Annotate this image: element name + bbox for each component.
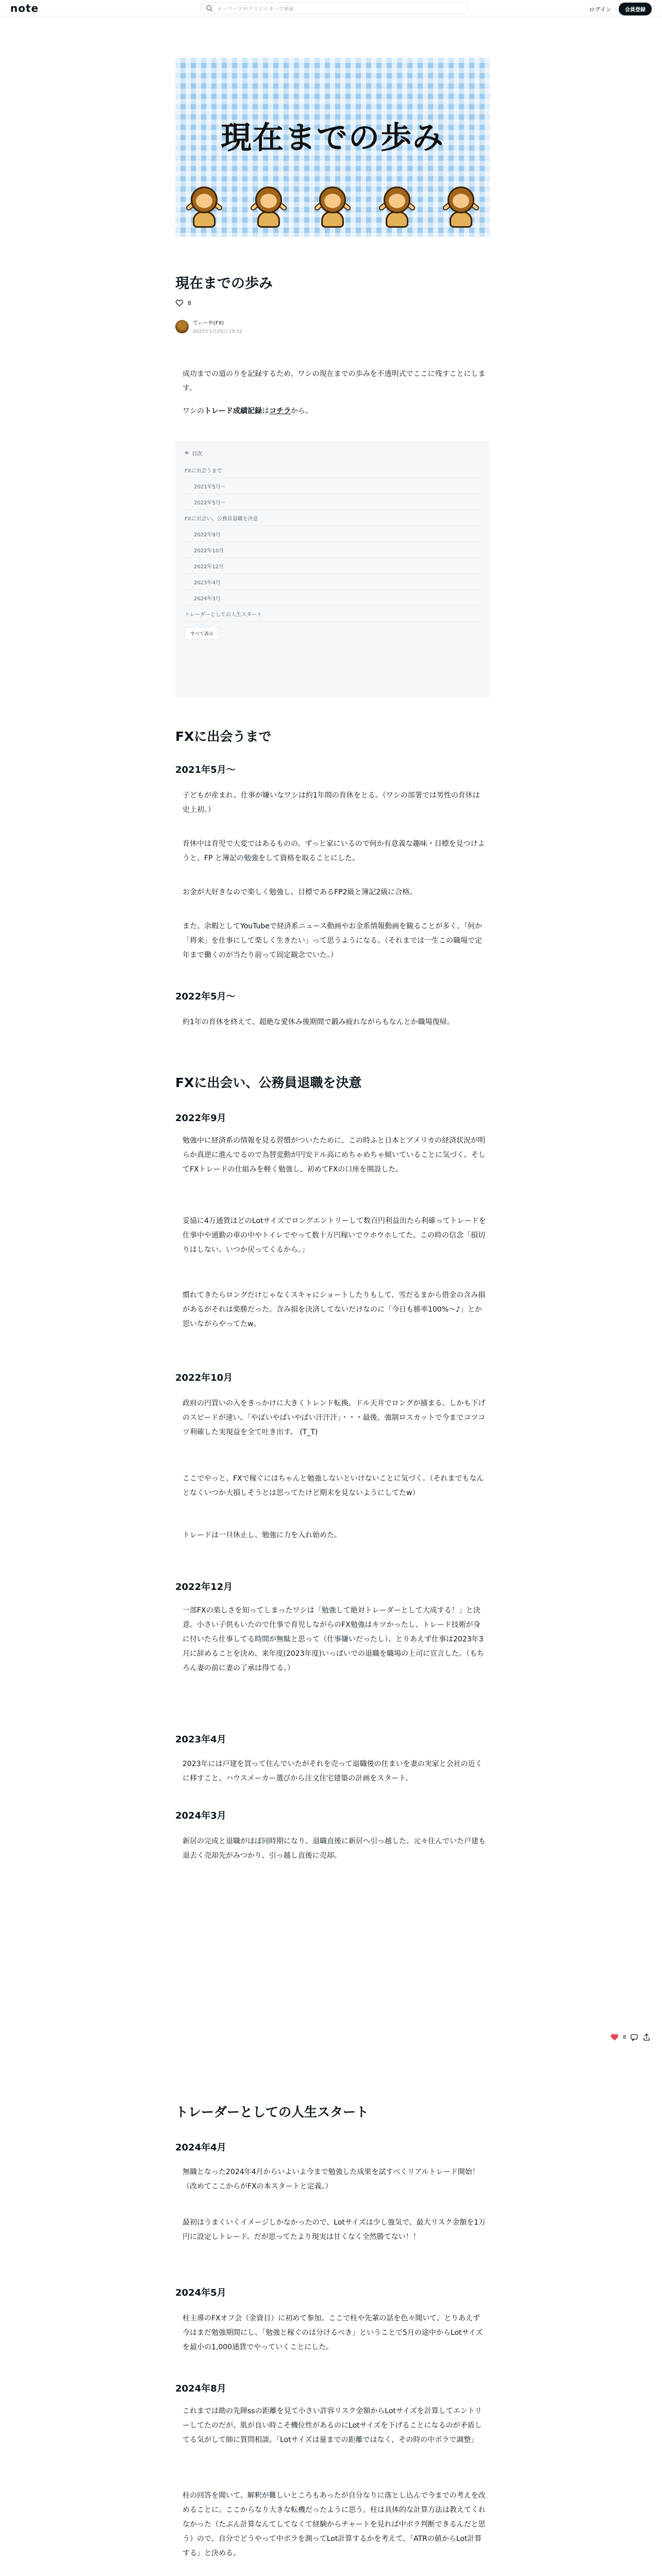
toc-header[interactable] (185, 449, 481, 457)
toc-item[interactable]: 2023年4月 (185, 574, 481, 590)
section-heading: トレーダーとしての人生スタート (175, 2105, 369, 2120)
toc-item[interactable]: FXに出会うまで (185, 462, 481, 478)
paragraph: 慣れてきたらロングだけじゃなくスキャにショートしたりもして、雪だるまから借金の含み損があるがそれは楽勝だった。含み損を決済してないだけなのに「今日も勝率100%〜♪」とか思いながらやってたw。 (183, 1291, 486, 1328)
toc-item[interactable]: トレーダーとしての人生スタート (185, 606, 481, 622)
mascot-illustration (378, 187, 416, 229)
toc-item[interactable]: 2024年3月 (185, 590, 481, 606)
paragraph: お金が大好きなので楽しく勉強し、目標であるFP2級と簿記2級に合格。 (183, 888, 417, 896)
floating-actions (610, 2033, 651, 2041)
search-icon (206, 5, 213, 12)
hero-title: 現在までの歩み (221, 120, 444, 156)
toc-item[interactable]: 2022年9月 (185, 526, 481, 542)
toc-item[interactable]: 2022年5月〜 (185, 494, 481, 510)
paragraph: 約1年の育休を終えて、超絶な愛休み後期間で鍛み疲れながらもなんとか職場復帰。 (183, 1018, 454, 1026)
search-placeholder: キーワードやクリエイターで検索 (217, 6, 294, 12)
paragraph: これまでは勘の先陣ssの距離を見て小さい許容リスク金額からLotサイズを計算してエントリーしてたのだが、肌が良い時こそ機位性があるのにLotサイズを下げることになるのが矛盾してる気がして師に質問相談。「Lotサイズは量までの距離ではなく、その時の中ボラで調整」 (183, 2407, 482, 2444)
site-header (0, 0, 662, 16)
like-area (175, 299, 191, 307)
paragraph: また、余暇としてYouTubeで経済系ニュース動画やお金系情報動画を観ることが多く、「何か「将来」を仕事にして楽しく生きたい」って思うようになる。（それまでは一生この職場で定年まで働くのが当たり前って固定観念でいた。） (183, 922, 482, 959)
mascot-illustration (186, 187, 223, 229)
subsection-heading: 2022年9月 (175, 1113, 226, 1124)
search-input[interactable] (200, 2, 468, 14)
login-link[interactable]: ログイン (589, 6, 611, 13)
mascot-illustration (442, 187, 479, 229)
paragraph: 最初はうまくいくイメージしかなかったので、Lotサイズは少し強気で、最大リスク金額を1万円に設定しトレード。だが思ってたより現実は甘くなく全然勝てない！！ (183, 2218, 486, 2241)
intro-text: は (262, 407, 269, 415)
toc-show-all-button[interactable]: すべて表示 (185, 627, 219, 640)
mascot-illustration (314, 187, 351, 229)
avatar[interactable] (175, 320, 189, 333)
subsection-heading: 2024年5月 (175, 2287, 226, 2298)
section-heading: FXに出会うまで (175, 729, 272, 744)
paragraph: 一部FXの楽しさを知ってしまったワシは「勉強して絶対トレーダーとして大成する！」と決意。小さい子供もいたので仕事で育児しながらのFX勉強はキツかったし、トレード技術が身に付いたら仕事してる時間が無駄と思って（仕事嫌いだったし）、とりあえず仕事は2023年3月に辞めることを決め、来年度(2023年度)いっぱいでの退職を職場の上司に宣言した。（もちろん妻の前に妻の了承は得てる。） (183, 1606, 484, 1672)
list-icon: ≡ (185, 450, 189, 456)
comment-icon[interactable] (630, 2033, 638, 2041)
subsection-heading: 2022年10月 (175, 1372, 233, 1383)
paragraph: 育休中は育児で大変ではあるものの、ずっと家にいるので何か有意義な趣味・目標を見つけようと、FP と簿記の勉強をして資格を取ることにした。 (183, 840, 485, 862)
heart-icon[interactable] (175, 299, 184, 307)
hero-image (175, 58, 490, 237)
subsection-heading: 2024年3月 (175, 1810, 226, 1821)
subsection-heading: 2024年8月 (175, 2383, 226, 2394)
intro-line-1: 成功までの道のりを記録するため、ワシの現在までの歩みを不透明式でここに残すことにします。 (183, 370, 486, 393)
mascot-illustration (250, 187, 287, 229)
note-logo[interactable]: note (10, 2, 39, 14)
mascot-row (186, 187, 479, 229)
subsection-heading: 2024年4月 (175, 2142, 226, 2153)
toc-item[interactable]: 2022年10月 (185, 542, 481, 558)
record-link[interactable]: コチラ (269, 407, 291, 415)
subsection-heading: 2021年5月〜 (175, 765, 236, 775)
like-count[interactable]: 8 (623, 2034, 626, 2040)
article-title: 現在までの歩み (175, 276, 273, 292)
subsection-heading: 2023年4月 (175, 1734, 226, 1745)
publish-date: 2025年1月25日 19:31 (193, 329, 242, 334)
author-block[interactable] (175, 318, 242, 334)
intro-text: から。 (291, 407, 312, 415)
paragraph: ここでやっと、FXで稼ぐにはちゃんと勉強しないといけないことに気づく。（それまでもなんとなくいつか大損しそうとは思ってたけど期末を見ないようにしてたw） (183, 1475, 484, 1497)
paragraph: 柱主導のFXオフ会（金資目）に初めて参加。ここで柱や先輩の話を色々聞いて、とりあえず今はまだ勉強期間にし、「勉強と稼ぐのは分けるべき」ということで5月の途中からLotサイズを最小の1,000通貨でやっていくことにした。 (183, 2314, 483, 2351)
intro-paragraph (183, 367, 487, 396)
paragraph: 政府の円買いの入をきっかけに大きくトレンド転換。ドル天井でロングが捕まる。しかも下げのスピードが速い。「やばいやばいやばい汗汗汗」・・・最後、強制ロスカットで今までコツコツ利確した実現益を全て吐き出す。 (T_T) (183, 1399, 486, 1436)
toc-title: 目次 (192, 451, 203, 457)
intro-text: ワシの (183, 407, 204, 415)
paragraph: 妥協に4万通貨ほどのLotサイズでロングエントリーして数百円利益出たら利確ってトレードを仕事中や通勤の車の中やトイレでやって数十万円稼いでウホウホしてた。この時の信念「損切りはしない、いつか戻ってくるから。」 (183, 1217, 486, 1254)
like-count[interactable]: 8 (188, 299, 191, 307)
author-name[interactable]: てぃーや(FX) (193, 320, 224, 326)
subsection-heading: 2022年5月〜 (175, 991, 236, 1002)
heart-icon[interactable] (610, 2033, 619, 2041)
paragraph: 2023年には戸建を買って住んでいたがそれを売って退職後の住まいを妻の実家と会社の近くに移すこと、ハウスメーカー選びから注文住宅建築の計画をスタート。 (183, 1760, 483, 1783)
toc-item[interactable]: 2021年5月〜 (185, 478, 481, 494)
section-heading: FXに出会い、公務員退職を決意 (175, 1075, 362, 1090)
share-icon[interactable] (642, 2033, 651, 2041)
paragraph: 柱の回答を聞いて、解釈が難しいところもあったが自分なりに落とし込んで今までの考えを改めることに。ここからなり大きな転機だったように思う。柱は具体的な計算方法は教えてくれなかった（たぶん計算なんてしてなくて経験からチャートを見れば中ボラ判断できるんだと思う）ので、自分でどうやって中ボラを測ってLot計算するかを考えて、「ATRの値からLot計算する」と決める。 (183, 2492, 486, 2557)
toc-item[interactable]: FXに出会い、公務員退職を決意 (185, 510, 481, 526)
intro-link-line (183, 404, 487, 418)
paragraph: 無職となった2024年4月からいよいよ今まで勉強した成果を試すべくリアルトレード開始！（改めてここからがFXの本スタートと定義。） (183, 2168, 479, 2191)
intro-bold: トレード成績記録 (204, 407, 262, 415)
table-of-contents (175, 441, 490, 698)
signup-button[interactable]: 会員登録 (619, 3, 652, 15)
toc-item[interactable]: 2022年12月 (185, 558, 481, 574)
paragraph: 勉強中に経済系の情報を見る習慣がついたために、この時ふと日本とアメリカの経済状況が明らか真逆に進んでるので為替変動が円安ドル高にめちゃめちゃ傾いていることに気づく。そしてFXトレードの仕組みを軽く勉強し、初めてFXの口座を開設した。 (183, 1137, 486, 1174)
paragraph: 新居の完成と退職がほぼ同時期になり、退職直後に新居へ引っ越した。元々住んでいた戸建も退去く売却先がみつかり、引っ越し直後に売却。 (183, 1837, 486, 1860)
subsection-heading: 2022年12月 (175, 1582, 233, 1592)
paragraph: 子どもが産まれ、仕事が嫌いなワシは約1年間の育休をとる。（ワシの部署では男性の育休は史上初。） (183, 791, 480, 814)
paragraph: トレードは一旦休止し、勉強に力を入れ始めた。 (183, 1531, 341, 1539)
